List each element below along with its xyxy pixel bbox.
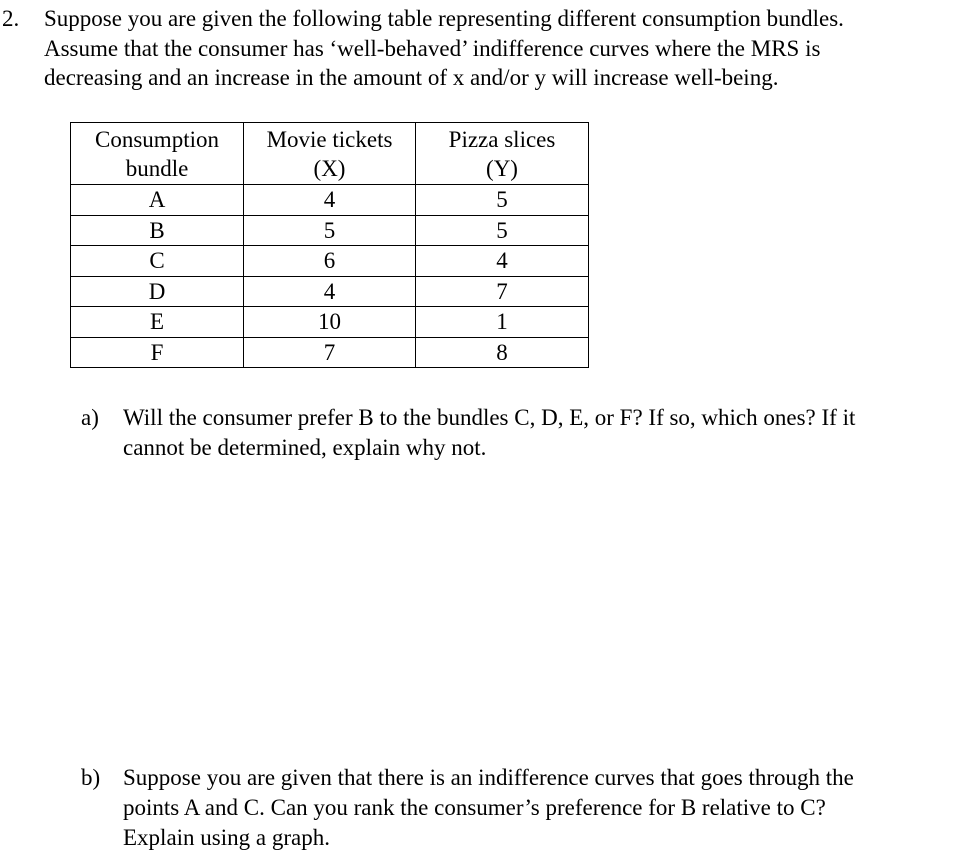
bundle-cell: C bbox=[71, 246, 244, 277]
part-a-text bbox=[123, 403, 959, 463]
bundle-cell: A bbox=[71, 185, 244, 216]
table-header-row bbox=[71, 123, 589, 185]
header-pizza-slices bbox=[416, 123, 589, 185]
movie-tickets-cell: 6 bbox=[244, 246, 416, 277]
movie-tickets-cell: 7 bbox=[244, 337, 416, 368]
header-line: (X) bbox=[313, 155, 346, 181]
pizza-slices-cell: 4 bbox=[416, 246, 589, 277]
part-a-line: Will the consumer prefer B to the bundles C, D, E, or F? If so, which ones? If it bbox=[123, 405, 856, 430]
header-line: Movie tickets bbox=[266, 126, 393, 152]
pizza-slices-cell: 5 bbox=[416, 185, 589, 216]
part-a-line: cannot be determined, explain why not. bbox=[123, 435, 487, 460]
pizza-slices-cell: 7 bbox=[416, 276, 589, 307]
pizza-slices-cell: 8 bbox=[416, 337, 589, 368]
movie-tickets-cell: 4 bbox=[244, 276, 416, 307]
header-line: Pizza slices bbox=[448, 126, 556, 152]
table-row bbox=[71, 276, 589, 307]
pizza-slices-cell: 1 bbox=[416, 307, 589, 338]
part-b-label: b) bbox=[81, 765, 101, 790]
question-number: 2. bbox=[2, 6, 20, 31]
header-consumption-bundle bbox=[71, 123, 244, 185]
header-line: bundle bbox=[125, 155, 189, 181]
question-intro bbox=[44, 4, 954, 93]
part-b-line: Explain using a graph. bbox=[123, 825, 330, 850]
bundle-cell: D bbox=[71, 276, 244, 307]
intro-line: Suppose you are given the following table representing different consumption bundles. bbox=[44, 6, 844, 31]
pizza-slices-cell: 5 bbox=[416, 215, 589, 246]
intro-line: decreasing and an increase in the amount of x and/or y will increase well-being. bbox=[44, 65, 779, 90]
movie-tickets-cell: 4 bbox=[244, 185, 416, 216]
table-row bbox=[71, 246, 589, 277]
table-row bbox=[71, 307, 589, 338]
header-movie-tickets bbox=[244, 123, 416, 185]
bundle-cell: B bbox=[71, 215, 244, 246]
movie-tickets-cell: 5 bbox=[244, 215, 416, 246]
part-a-label: a) bbox=[81, 405, 99, 430]
part-b-line: Suppose you are given that there is an indifference curves that goes through the bbox=[123, 765, 854, 790]
part-b-text bbox=[123, 763, 957, 853]
header-line: Consumption bbox=[95, 126, 219, 152]
bundle-cell: E bbox=[71, 307, 244, 338]
table-row bbox=[71, 337, 589, 368]
header-line: (Y) bbox=[486, 155, 518, 181]
table-row bbox=[71, 185, 589, 216]
table-row bbox=[71, 215, 589, 246]
bundle-cell: F bbox=[71, 337, 244, 368]
consumption-bundles-table bbox=[70, 122, 589, 368]
movie-tickets-cell: 10 bbox=[244, 307, 416, 338]
part-b-line: points A and C. Can you rank the consumer’s preference for B relative to C? bbox=[123, 795, 826, 820]
intro-line: Assume that the consumer has ‘well-behaved’ indifference curves where the MRS is bbox=[44, 35, 821, 61]
